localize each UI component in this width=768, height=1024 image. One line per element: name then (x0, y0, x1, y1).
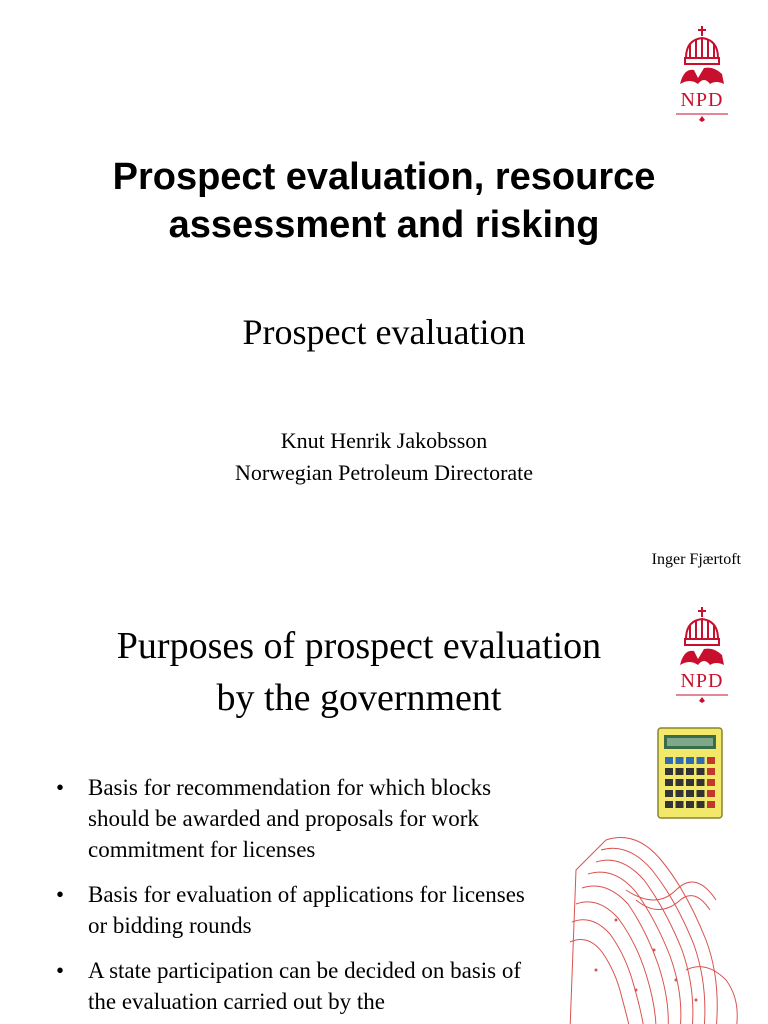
purposes-slide (0, 580, 768, 1024)
bullet-icon: • (56, 882, 65, 907)
calculator-key (707, 768, 715, 775)
calculator-key (665, 790, 673, 797)
bullet-icon: • (56, 958, 65, 983)
calculator-key (697, 801, 705, 808)
calculator-key (686, 779, 694, 786)
author-organization: Norwegian Petroleum Directorate (234, 460, 534, 485)
list-item (56, 772, 546, 865)
calculator-key (686, 768, 694, 775)
npd-logo (670, 22, 734, 122)
calculator-icon (657, 727, 723, 819)
calculator-key (676, 801, 684, 808)
list-item-text: A state participation can be decided on basis of the evaluation carried out by the (88, 958, 522, 1014)
slide-subtitle: Prospect evaluation (242, 312, 526, 352)
calculator-key (686, 801, 694, 808)
list-item (56, 879, 546, 941)
purposes-list (56, 772, 546, 1024)
footer-name: Inger Fjærtoft (651, 551, 741, 568)
calculator-key (707, 801, 715, 808)
calculator-key (665, 757, 673, 764)
calculator-key (676, 768, 684, 775)
calculator-key (676, 779, 684, 786)
logo-text: NPD (680, 670, 724, 692)
calculator-key (665, 779, 673, 786)
calculator-key (707, 779, 715, 786)
calculator-key (707, 790, 715, 797)
calculator-key (697, 779, 705, 786)
calculator-key (665, 801, 673, 808)
author-name: Knut Henrik Jakobsson (280, 428, 488, 453)
calculator-key (665, 768, 673, 775)
calculator-key (697, 768, 705, 775)
contour-map-image (566, 830, 746, 1024)
calculator-key (686, 790, 694, 797)
npd-logo (670, 603, 734, 703)
title-line-2: by the government (216, 677, 502, 719)
calculator-key (686, 757, 694, 764)
title-line-1: Purposes of prospect evaluation (116, 625, 602, 667)
list-item-text: Basis for evaluation of applications for licenses or bidding rounds (88, 882, 525, 938)
calculator-key (676, 790, 684, 797)
calculator-key (697, 757, 705, 764)
slide-title (60, 620, 658, 724)
logo-text: NPD (680, 89, 724, 111)
author-block (0, 425, 768, 489)
calculator-key (707, 757, 715, 764)
list-item (56, 955, 546, 1017)
calculator-key (676, 757, 684, 764)
list-item-text: Basis for recommendation for which blocks should be awarded and proposals for work commitment for licenses (88, 775, 492, 862)
bullet-icon: • (56, 775, 65, 800)
slide-title: Prospect evaluation, resource assessment and risking (112, 156, 656, 246)
calculator-key (697, 790, 705, 797)
